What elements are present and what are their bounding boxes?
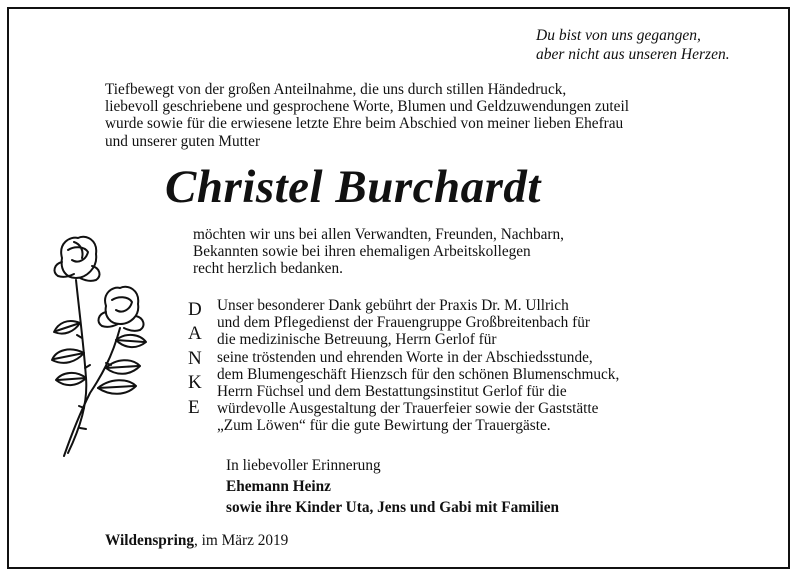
deceased-name: Christel Burchardt bbox=[165, 161, 541, 213]
intro-line: liebevoll geschriebene und gesprochene Worte, Blumen und Geldzuwendungen zuteil bbox=[105, 98, 629, 116]
special-thanks-line: „Zum Löwen“ für die gute Bewirtung der Trauergäste. bbox=[217, 417, 551, 435]
motto-line: Du bist von uns gegangen, bbox=[536, 27, 701, 44]
special-thanks-line: Herrn Füchsel und dem Bestattungsinstitut Gerlof für die bbox=[217, 383, 567, 401]
intro-line: und unserer guten Mutter bbox=[105, 132, 261, 150]
signatory-husband: Ehemann Heinz bbox=[226, 478, 331, 495]
place-town: Wildenspring bbox=[105, 532, 194, 549]
danke-letter: K bbox=[188, 372, 202, 394]
motto bbox=[536, 27, 776, 64]
thanks-line: Bekannten sowie bei ihren ehemaligen Arbeitskollegen bbox=[193, 243, 531, 261]
special-thanks-line: die medizinische Betreuung, Herrn Gerlof für bbox=[217, 331, 497, 349]
special-thanks-paragraph bbox=[217, 297, 619, 435]
danke-letter: A bbox=[188, 323, 202, 345]
place-date bbox=[105, 532, 288, 550]
special-thanks-line: seine tröstenden und ehrenden Worte in der Abschiedsstunde, bbox=[217, 348, 593, 366]
intro-paragraph bbox=[105, 81, 705, 150]
signatory-children: sowie ihre Kinder Uta, Jens und Gabi mit Familien bbox=[226, 499, 560, 516]
motto-line: aber nicht aus unseren Herzen. bbox=[536, 45, 730, 63]
special-thanks-line: dem Blumengeschäft Hienzsch für den schönen Blumenschmuck, bbox=[217, 365, 620, 383]
intro-line: Tiefbewegt von der großen Anteilnahme, die uns durch stillen Händedruck, bbox=[105, 81, 567, 98]
danke-acrostic bbox=[188, 298, 202, 420]
special-thanks-line: Unser besonderer Dank gebührt der Praxis Dr. M. Ullrich bbox=[217, 297, 569, 314]
closing-line: In liebevoller Erinnerung bbox=[226, 457, 381, 474]
special-thanks-line: würdevolle Ausgestaltung der Trauerfeier sowie der Gaststätte bbox=[217, 400, 599, 418]
rose-icon bbox=[40, 228, 165, 463]
thanks-paragraph bbox=[193, 226, 564, 278]
closing-signature bbox=[226, 455, 559, 518]
thanks-line: möchten wir uns bei allen Verwandten, Freunden, Nachbarn, bbox=[193, 226, 564, 243]
danke-letter: N bbox=[188, 347, 202, 369]
thanks-line: recht herzlich bedanken. bbox=[193, 260, 343, 278]
intro-line: wurde sowie für die erwiesene letzte Ehre beim Abschied von meiner lieben Ehefrau bbox=[105, 115, 624, 133]
danke-letter: E bbox=[188, 396, 200, 418]
danke-letter: D bbox=[188, 299, 202, 320]
place-date-text: , im März 2019 bbox=[193, 532, 289, 549]
special-thanks-line: und dem Pflegedienst der Frauengruppe Großbreitenbach für bbox=[217, 314, 590, 332]
